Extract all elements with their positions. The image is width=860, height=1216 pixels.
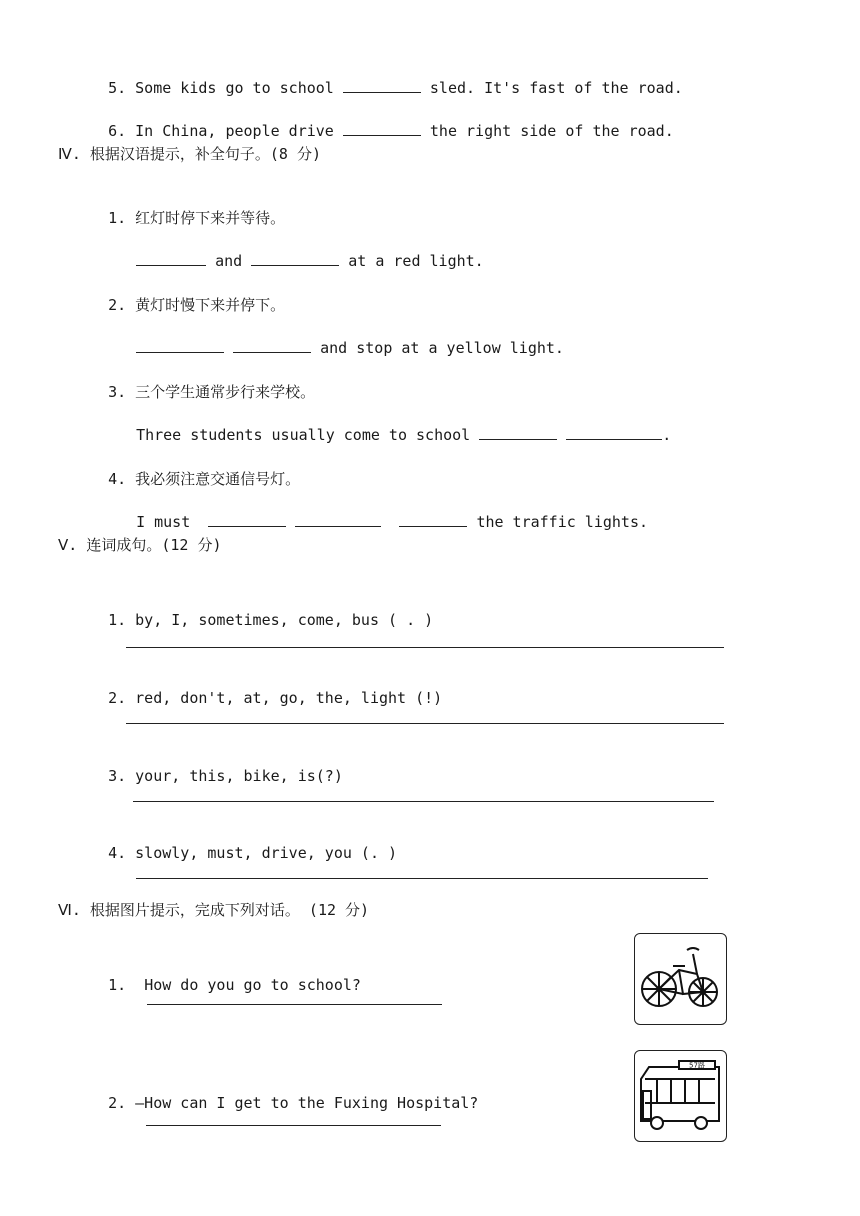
question-number: 6. <box>108 122 127 140</box>
question-text: Some kids go to school <box>135 79 334 97</box>
sentence-text: the traffic lights. <box>476 513 649 531</box>
answer-line[interactable] <box>136 878 708 879</box>
sentence-text: I must <box>136 513 191 531</box>
question-number: 2. <box>108 689 127 707</box>
answer-blank[interactable] <box>136 251 206 266</box>
answer-blank[interactable] <box>251 251 339 266</box>
question-6 <box>90 101 674 141</box>
section-5-item-3 <box>90 746 343 786</box>
question-text: How do you go to school? <box>144 976 361 994</box>
sentence-text: at a red light. <box>348 252 484 270</box>
question-text: the right side of the road. <box>429 122 674 140</box>
chinese-hint: 黄灯时慢下来并停下。 <box>135 296 286 314</box>
sentence-text: Three students usually come to school <box>136 426 471 444</box>
question-text: In China, people drive <box>135 122 334 140</box>
answer-line[interactable] <box>147 1004 442 1005</box>
answer-blank[interactable] <box>208 512 286 527</box>
section-6-item-2 <box>90 1073 478 1113</box>
section-5-heading: Ⅴ. 连词成句。(12 分) <box>58 536 222 554</box>
answer-line[interactable] <box>126 647 724 648</box>
section-6-heading: Ⅵ. 根据图片提示，完成下列对话。 (12 分) <box>58 901 370 919</box>
word-list: slowly, must, drive, you (. ) <box>135 844 398 862</box>
answer-blank[interactable] <box>399 512 467 527</box>
chinese-hint: 三个学生通常步行来学校。 <box>135 383 316 401</box>
section-4-item-3-sentence <box>118 405 671 445</box>
answer-blank[interactable] <box>136 338 224 353</box>
answer-blank[interactable] <box>479 425 557 440</box>
answer-blank[interactable] <box>233 338 311 353</box>
section-4-item-4-prompt <box>90 449 300 489</box>
section-6-item-1 <box>90 955 361 995</box>
bus-picture <box>634 1050 727 1142</box>
section-5-item-1 <box>90 590 433 630</box>
question-number: 5. <box>108 79 127 97</box>
word-list: your, this, bike, is(?) <box>135 767 343 785</box>
bicycle-icon <box>635 934 726 1024</box>
question-number: 1. <box>108 209 127 227</box>
chinese-hint: 我必须注意交通信号灯。 <box>135 470 301 488</box>
section-4-item-1-prompt <box>90 188 285 228</box>
answer-line[interactable] <box>126 723 724 724</box>
question-5 <box>90 58 683 98</box>
section-4-item-2-sentence <box>118 318 564 358</box>
answer-blank[interactable] <box>343 78 421 93</box>
question-number: 3. <box>108 767 127 785</box>
section-4-item-2-prompt <box>90 275 285 315</box>
answer-line[interactable] <box>133 801 714 802</box>
section-4-item-4-sentence <box>118 492 648 532</box>
answer-blank[interactable] <box>343 121 421 136</box>
section-5-item-4 <box>90 823 397 863</box>
question-number: 3. <box>108 383 127 401</box>
bus-sign: 57路 <box>689 1061 705 1070</box>
question-number: 4. <box>108 470 127 488</box>
section-4-item-1-sentence <box>118 231 484 271</box>
sentence-text: and stop at a yellow light. <box>320 339 564 357</box>
section-5-item-2 <box>90 668 442 708</box>
question-number: 2. <box>108 296 127 314</box>
section-4-item-3-prompt <box>90 362 315 402</box>
question-number: 1. <box>108 611 127 629</box>
question-text: sled. It's fast of the road. <box>429 79 683 97</box>
question-number: 2. <box>108 1094 127 1112</box>
word-list: by, I, sometimes, come, bus ( . ) <box>135 611 434 629</box>
word-list: red, don't, at, go, the, light (!) <box>135 689 443 707</box>
question-text: —How can I get to the Fuxing Hospital? <box>135 1094 479 1112</box>
question-number: 4. <box>108 844 127 862</box>
bicycle-picture <box>634 933 727 1025</box>
section-4-heading: Ⅳ. 根据汉语提示，补全句子。(8 分) <box>58 145 322 163</box>
answer-line[interactable] <box>146 1125 441 1126</box>
bus-icon <box>635 1051 726 1141</box>
answer-blank[interactable] <box>566 425 662 440</box>
sentence-text: and <box>215 252 243 270</box>
question-number: 1. <box>108 976 127 994</box>
chinese-hint: 红灯时停下来并等待。 <box>135 209 286 227</box>
sentence-text: . <box>662 426 672 444</box>
answer-blank[interactable] <box>295 512 381 527</box>
